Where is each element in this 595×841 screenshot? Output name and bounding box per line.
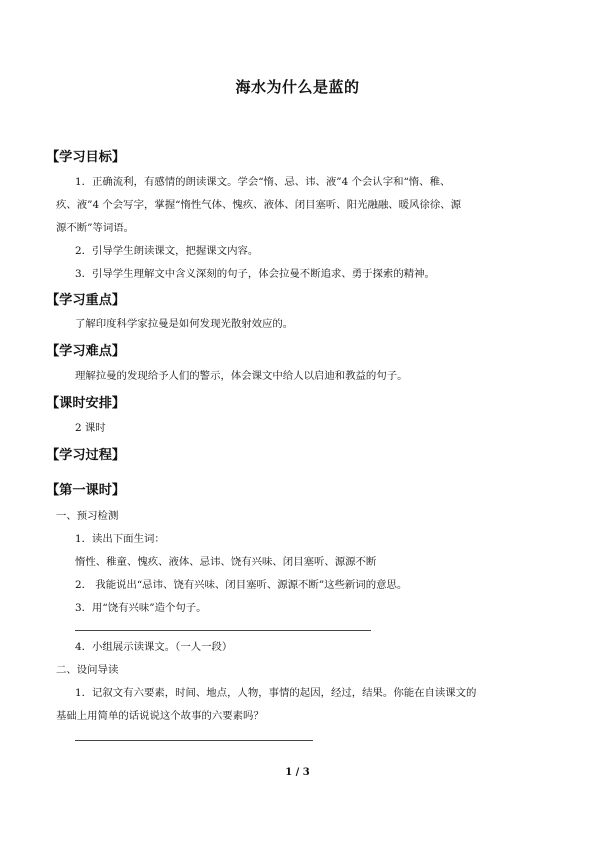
goals-line-3: 源不断”等词语。: [56, 222, 135, 234]
heading-difficulties: 【学习难点】: [46, 344, 126, 359]
heading-goals: 【学习目标】: [46, 150, 126, 165]
part1-item-4: 4．小组展示读课文。（一人一段）: [75, 641, 233, 653]
heading-key-points: 【学习重点】: [46, 293, 126, 308]
part2-line-2: 基础上用简单的话说说这个故事的六要素吗？: [56, 710, 264, 722]
part1-item-2: 2． 我能说出“忌讳、饶有兴味、闭目塞听、源源不断”这些新词的意思。: [75, 579, 408, 591]
answer-line-2: [75, 740, 313, 741]
heading-lesson1: 【第一课时】: [46, 483, 126, 498]
part2-title: 二、设问导读: [56, 664, 119, 676]
goals-line-2: 疚、液”4 个会写字，掌握“惰性气体、愧疚、液体、闭目塞听、阳光融融、暖风徐徐、源: [56, 199, 461, 211]
goals-line-5: 3．引导学生理解文中含义深刻的句子，体会拉曼不断追求、勇于探索的精神。: [75, 268, 435, 280]
difficulties-text: 理解拉曼的发现给予人们的警示，体会课文中给人以启迪和教益的句子。: [75, 370, 408, 382]
part1-item-1: 1．读出下面生词：: [75, 533, 165, 545]
part1-item-1-words: 惰性、稚童、愧疚、液体、忌讳、饶有兴味、闭目塞听、源源不断: [75, 556, 377, 568]
heading-process: 【学习过程】: [46, 448, 126, 463]
page-title: 海水为什么是蓝的: [235, 78, 360, 96]
part1-title: 一、预习检测: [56, 510, 119, 522]
schedule-text: 2 课时: [75, 422, 106, 434]
answer-line-1: [75, 630, 371, 631]
goals-line-1: 1．正确流利，有感情的朗读课文。学会“惰、忌、讳、液”4 个会认字和“惰、稚、: [75, 176, 451, 188]
heading-schedule: 【课时安排】: [46, 396, 126, 411]
page-number: 1 / 3: [285, 767, 310, 778]
key-points-text: 了解印度科学家拉曼是如何发现光散射效应的。: [75, 318, 294, 330]
goals-line-4: 2．引导学生朗读课文，把握课文内容。: [75, 245, 259, 257]
part2-line-1: 1．记叙文有六要素，时间、地点，人物，事情的起因，经过，结果。你能在自读课文的: [75, 687, 477, 699]
part1-item-3: 3．用“饶有兴味”造个句子。: [75, 602, 207, 614]
